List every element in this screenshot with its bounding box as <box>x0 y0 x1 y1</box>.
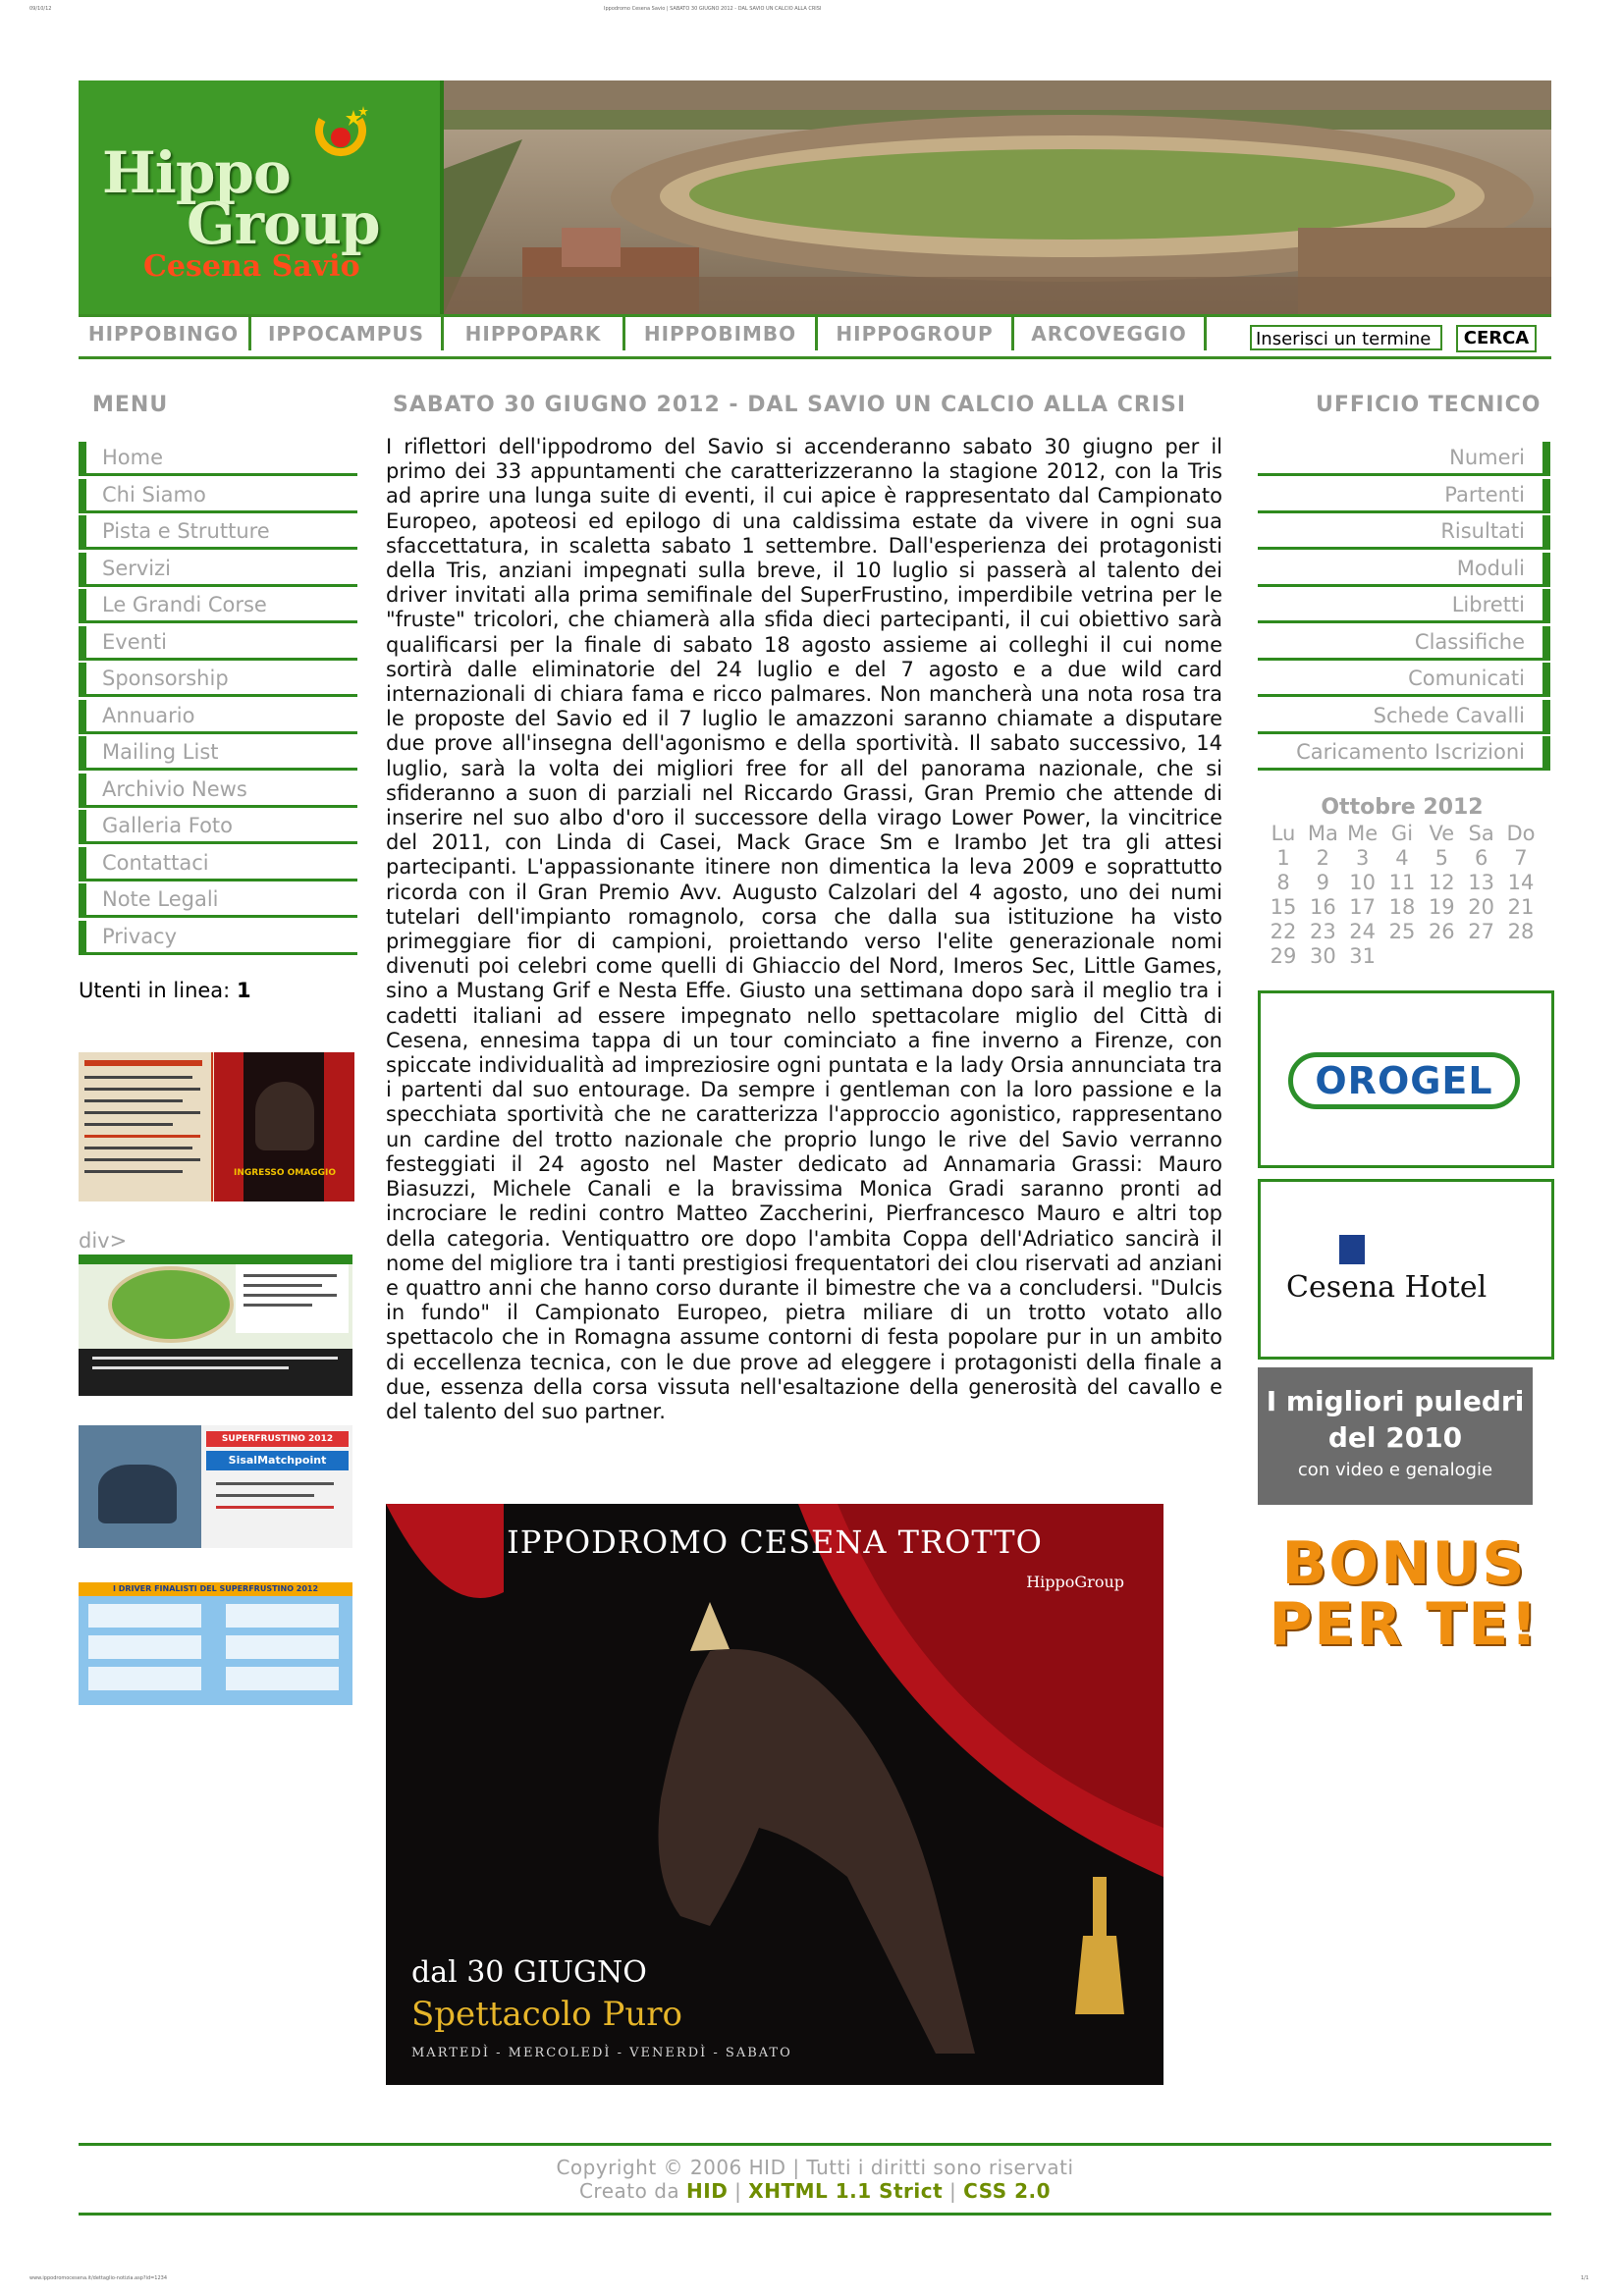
tech-item-schede-cavalli[interactable]: Schede Cavalli <box>1258 700 1550 734</box>
calendar-day[interactable]: 28 <box>1507 920 1535 943</box>
calendar-title: Ottobre 2012 <box>1321 795 1484 820</box>
logo-subtitle: Cesena Savio <box>143 249 360 284</box>
calendar-weekday: Do <box>1506 822 1536 845</box>
tech-title: UFFICIO TECNICO <box>1316 393 1542 417</box>
ad-bonus-per-te[interactable] <box>1262 1529 1546 1659</box>
calendar-week <box>1265 871 1540 895</box>
calendar-day[interactable]: 26 <box>1428 920 1455 943</box>
footer-divider <box>79 2143 1551 2146</box>
poster-ippodromo-trotto[interactable] <box>386 1504 1163 2085</box>
ad-event-flyer[interactable] <box>79 1052 354 1201</box>
poster-tagline: Spettacolo Puro <box>411 1995 682 2034</box>
sidebar-item-chi-siamo[interactable]: Chi Siamo <box>79 479 357 513</box>
orogel-logo: OROGEL <box>1288 1052 1520 1109</box>
calendar-day[interactable]: 2 <box>1316 846 1330 870</box>
top-nav <box>79 314 1551 359</box>
tech-item-moduli[interactable]: Moduli <box>1258 553 1550 587</box>
sponsor-orogel[interactable] <box>1258 990 1554 1168</box>
poster-brand: HippoGroup <box>1026 1573 1124 1591</box>
site-logo[interactable] <box>79 80 444 314</box>
tech-item-numeri[interactable]: Numeri <box>1258 442 1550 476</box>
calendar-day[interactable]: 30 <box>1309 944 1336 968</box>
calendar-day[interactable]: 9 <box>1316 871 1330 894</box>
nav-hippogroup[interactable]: HIPPOGROUP <box>818 317 1014 350</box>
ad-migliori-puledri[interactable] <box>1258 1367 1533 1505</box>
ad-puledri-line3: con video e genalogie <box>1297 1460 1493 1480</box>
tech-item-risultati[interactable]: Risultati <box>1258 515 1550 550</box>
site-header <box>79 80 1551 314</box>
sidebar-menu <box>79 442 357 957</box>
print-page: 1/1 <box>1581 2275 1590 2281</box>
sidebar-item-eventi[interactable]: Eventi <box>79 626 357 661</box>
print-header: Ippodromo Cesena Savio | SABATO 30 GIUGNO 2012 - DAL SAVIO UN CALCIO ALLA CRISI <box>604 6 822 12</box>
users-online <box>79 979 251 1002</box>
calendar-day <box>1502 944 1540 969</box>
ad-event-flyer-text: INGRESSO OMAGGIO <box>233 1168 337 1178</box>
calendar-day[interactable]: 16 <box>1309 895 1336 919</box>
footer-link-hid[interactable]: HID <box>686 2179 729 2203</box>
cesena-hotel-logo: Cesena Hotel <box>1286 1270 1488 1305</box>
calendar-day[interactable]: 25 <box>1388 920 1416 943</box>
poster-title: IPPODROMO CESENA TROTTO <box>507 1523 1043 1561</box>
sidebar-item-note-legali[interactable]: Note Legali <box>79 883 357 918</box>
best-western-icon <box>1339 1235 1365 1264</box>
calendar-day[interactable]: 6 <box>1474 846 1488 870</box>
calendar-weekdays <box>1265 822 1540 846</box>
calendar-day <box>1463 944 1500 969</box>
calendar-day[interactable]: 7 <box>1514 846 1528 870</box>
calendar-day <box>1423 944 1460 969</box>
calendar-day[interactable]: 20 <box>1468 895 1494 919</box>
ad-driver-finalisti[interactable] <box>79 1582 352 1705</box>
ad-puledri-line1: I migliori puledri <box>1266 1385 1525 1417</box>
tech-item-classifiche[interactable]: Classifiche <box>1258 626 1550 661</box>
footer-separator: | <box>734 2179 742 2203</box>
sidebar-item-galleria-foto[interactable]: Galleria Foto <box>79 810 357 844</box>
search-button[interactable]: CERCA <box>1456 325 1537 352</box>
calendar-day[interactable]: 18 <box>1388 895 1416 919</box>
logo-word-hippo: Hippo <box>102 139 291 206</box>
ad-hippopark-map[interactable] <box>79 1255 352 1396</box>
calendar-day <box>1383 944 1421 969</box>
article-title: SABATO 30 GIUGNO 2012 - DAL SAVIO UN CALCIO ALLA CRISI <box>393 393 1187 417</box>
calendar-day[interactable]: 29 <box>1270 944 1297 968</box>
calendar-weekday: Me <box>1347 822 1379 845</box>
calendar-week <box>1265 944 1540 969</box>
calendar-weekday: Gi <box>1390 822 1414 845</box>
sidebar-item-grandi-corse[interactable]: Le Grandi Corse <box>79 589 357 623</box>
nav-arcoveggio[interactable]: ARCOVEGGIO <box>1014 317 1207 350</box>
calendar-day[interactable]: 8 <box>1276 871 1290 894</box>
poster-days: MARTEDÌ - MERCOLEDÌ - VENERDÌ - SABATO <box>411 2046 792 2060</box>
calendar-day[interactable]: 14 <box>1507 871 1535 894</box>
sidebar-item-annuario[interactable]: Annuario <box>79 700 357 734</box>
nav-hippobimbo[interactable]: HIPPOBIMBO <box>625 317 818 350</box>
tech-item-partenti[interactable]: Partenti <box>1258 479 1550 513</box>
article-body: I riflettori dell'ippodromo del Savio si accenderanno sabato 30 giugno per il primo dei 33 appuntamenti che caratterizzeranno la stagione 2012, con la Tris ad aprire una lunga suite di eventi, il cui apice è rappresentato dal Campionato Europeo, apoteosi ed epilogo di una caldissima estate da vivere in ogni sua sfaccettatura, in scaletta sabato 1 settembre. Dall'esperienza dei protagonisti della Tris, anziani impegnati sulla breve, il 10 luglio si passerà al talento dei driver invitati alla prima semifinale del SuperFrustino, imperdibile vetrina per le "fruste" tricolori, che chiamerà alla sfida dieci partecipanti, il cui obiettivo sarà qualificarsi per la finale di sabato 18 agosto assieme ai colleghi il cui nome sortirà dalle eliminatorie del 24 luglio e del 7 agosto e a due wild card internazionali di chiara fama e ricco palmares. Non mancherà una nota rosa tra le proposte del Savio ed il 7 luglio le amazzoni saranno chiamate a disputare due prove all'insegna dell'agonismo e della sportività. Il sabato successivo, 14 luglio, sarà la volta dei migliori free for all del panorama nazionale, che si sfideranno a suon di parziali nel Riccardo Grassi, Gran Premio che attende di inserire nel suo albo d'oro il successore della virago Lower Power, la vincitrice del 2011, con Linda di Casei, Mack Grace Sm e Irambo Jet tra gli attesi partecipanti. L'appassionante itinere non dimentica la leva 2009 e soprattutto ricorda con il Gran Premio Avv. Augusto Calzolari del 4 agosto, uno dei numi tutelari dell'impianto romagnolo, corsa che dalla sua istituzione ha visto primeggiare fior di campioni, proiettando verso l'elite generazionale nomi divenuti poi celebri come quelli di Ghiaccio del Nord, Imeros Sec, Little Games, sino a Mustang Grif e Nesta Effe. Giusto una settimana dopo sarà il meglio tra i cadetti italiani ad essere impegnato nello spettacolare miglio del Città di Cesena, ennesima tappa di un tour cominciato a fine inverno a Firenze, con spiccate individualità ad impreziosire ogni puntata e la lady Orsia annunciata tra i partenti dal suo entourage. Da sempre i gentleman con la loro passione e la specchiata sportività che ne caratterizza l'approccio agonistico, rappresentano un cardine del trotto nazionale che proprio lungo le rive del Savio verranno festeggiati il 24 agosto nel Master dedicato ad Annamaria Grassi: Mauro Biasuzzi, Michele Canali e la bravissima Monica Gradi saranno pronti ad incrociare le redini contro Matteo Zaccherini, Pierfrancesco Mauro e altri top della categoria. Ventiquattro ore dopo l'ambita Coppa dell'Adriatico sancirà il nome del migliore tra i tanti prestigiosi frequentatori dei clou riservati ad anziani e quattro anni che hanno corso durante il bimestre che va a concludersi. "Dulcis in fundo" il Campionato Europeo, pietra miliare di un trotto votato allo spettacolo che in Romagna assume contorni di festa popolare pur in un ambito di eccellenza tecnica, con le due prove ad eleggere i protagonisti della finale a due, essenza della corsa vissuta nell'esaltazione della generosità del cavallo e del talento del suo partner. <box>386 435 1222 1423</box>
tech-menu <box>1258 442 1550 774</box>
nav-ippocampus[interactable]: IPPOCAMPUS <box>251 317 444 350</box>
footer-copyright: Copyright © 2006 HID | Tutti i diritti sono riservati <box>556 2156 1074 2179</box>
search-input[interactable]: Inserisci un termine <box>1250 325 1442 350</box>
calendar-day[interactable]: 15 <box>1270 895 1297 919</box>
calendar-weekday: Lu <box>1271 822 1296 845</box>
calendar-week <box>1265 920 1540 944</box>
calendar-day[interactable]: 31 <box>1349 944 1377 968</box>
nav-hippopark[interactable]: HIPPOPARK <box>444 317 625 350</box>
calendar-weekday: Sa <box>1468 822 1494 845</box>
ad-puledri-line2: del 2010 <box>1327 1421 1463 1454</box>
ad-driver-finalisti-title: I DRIVER FINALISTI DEL SUPERFRUSTINO 2012 <box>79 1582 352 1596</box>
calendar-day[interactable]: 13 <box>1468 871 1494 894</box>
menu-title: MENU <box>92 393 169 417</box>
calendar-day[interactable]: 1 <box>1276 846 1290 870</box>
tech-item-libretti[interactable]: Libretti <box>1258 589 1550 623</box>
calendar <box>1265 795 1540 969</box>
ad-bonus-line1: BONUS <box>1281 1529 1527 1598</box>
calendar-day[interactable]: 24 <box>1349 920 1377 943</box>
calendar-day[interactable]: 23 <box>1309 920 1336 943</box>
sidebar-item-home[interactable]: Home <box>79 442 357 476</box>
site-footer <box>79 2156 1551 2203</box>
stray-div-text: div> <box>79 1229 128 1253</box>
calendar-week <box>1265 895 1540 920</box>
racetrack-banner-image <box>444 80 1551 314</box>
calendar-day[interactable]: 22 <box>1270 920 1297 943</box>
calendar-day[interactable]: 11 <box>1388 871 1416 894</box>
footer-separator: | <box>949 2179 957 2203</box>
calendar-day[interactable]: 19 <box>1428 895 1455 919</box>
calendar-day[interactable]: 5 <box>1434 846 1448 870</box>
poster-date: dal 30 GIUGNO <box>411 1955 647 1990</box>
logo-word-group: Group <box>187 190 380 257</box>
nav-hippobingo[interactable]: HIPPOBINGO <box>79 317 251 350</box>
ad-bonus-line2: PER TE! <box>1269 1590 1540 1659</box>
footer-created-by: Creato da <box>578 2179 680 2203</box>
users-online-count: 1 <box>236 979 251 1002</box>
calendar-weekday: Ve <box>1429 822 1455 845</box>
horseshoe-logo-icon <box>310 106 371 167</box>
sidebar-item-pista[interactable]: Pista e Strutture <box>79 515 357 550</box>
calendar-day[interactable]: 21 <box>1507 895 1535 919</box>
sidebar-item-servizi[interactable]: Servizi <box>79 553 357 587</box>
sidebar-item-contattaci[interactable]: Contattaci <box>79 847 357 881</box>
ad-superfrustino-title: SUPERFRUSTINO 2012 <box>206 1431 349 1447</box>
calendar-day[interactable]: 27 <box>1468 920 1494 943</box>
footer-credits <box>79 2179 1551 2203</box>
calendar-day[interactable]: 10 <box>1349 871 1377 894</box>
calendar-day[interactable]: 12 <box>1428 871 1455 894</box>
calendar-day[interactable]: 17 <box>1349 895 1377 919</box>
sidebar-item-privacy[interactable]: Privacy <box>79 921 357 955</box>
calendar-weekday: Ma <box>1307 822 1338 845</box>
calendar-day[interactable]: 3 <box>1355 846 1370 870</box>
print-date: 09/10/12 <box>29 6 52 12</box>
print-url: www.ippodromocesena.it/dettaglio-notizia.asp?id=1234 <box>29 2275 168 2281</box>
footer-link-xhtml[interactable]: XHTML 1.1 Strict <box>748 2179 944 2203</box>
sidebar-item-mailing-list[interactable]: Mailing List <box>79 736 357 771</box>
ad-superfrustino[interactable] <box>79 1425 352 1548</box>
tech-item-caricamento-iscrizioni[interactable]: Caricamento Iscrizioni <box>1258 736 1550 771</box>
tech-item-comunicati[interactable]: Comunicati <box>1258 663 1550 697</box>
footer-divider-bottom <box>79 2213 1551 2216</box>
sidebar-item-sponsorship[interactable]: Sponsorship <box>79 663 357 697</box>
sponsor-cesena-hotel[interactable] <box>1258 1179 1554 1360</box>
ad-superfrustino-brand: SisalMatchpoint <box>206 1451 349 1470</box>
sidebar-item-archivio-news[interactable]: Archivio News <box>79 774 357 808</box>
footer-link-css[interactable]: CSS 2.0 <box>963 2179 1052 2203</box>
users-online-label: Utenti in linea: <box>79 979 231 1002</box>
calendar-day[interactable]: 4 <box>1395 846 1409 870</box>
calendar-week <box>1265 846 1540 871</box>
